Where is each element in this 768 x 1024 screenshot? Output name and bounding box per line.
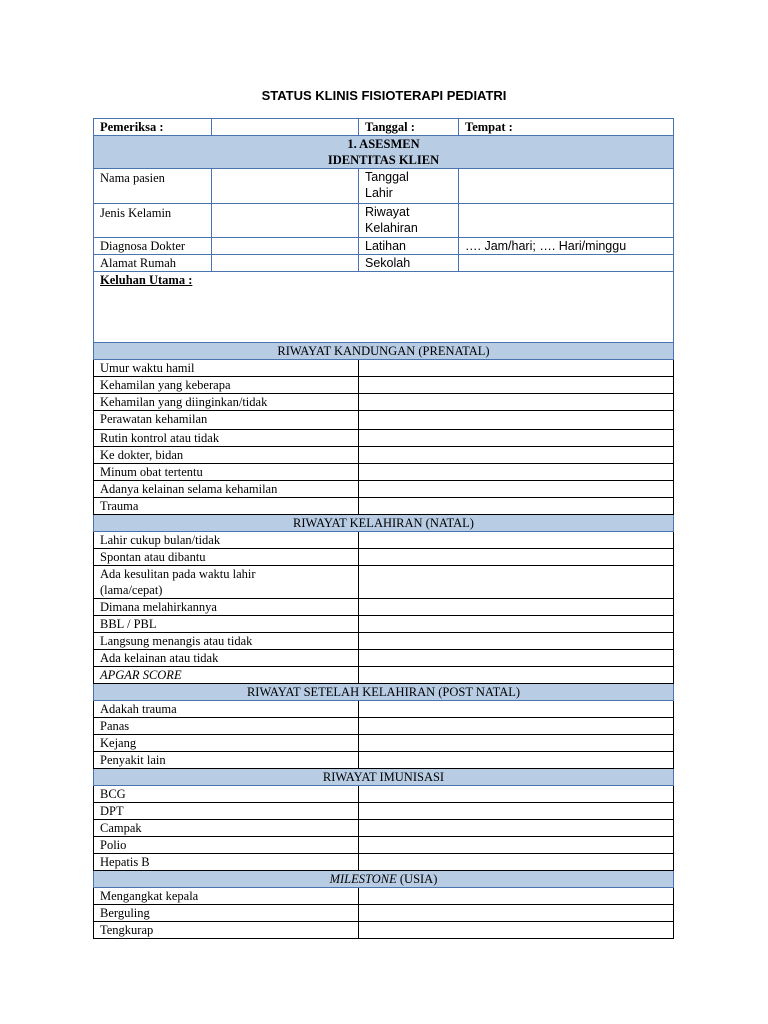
- table-row: [94, 667, 674, 684]
- table-row: [94, 532, 674, 549]
- natal-item-label: Ada kelainan atau tidak: [94, 650, 359, 667]
- postnatal-item-label: Adakah trauma: [94, 701, 359, 718]
- prenatal-item-value[interactable]: [359, 411, 674, 430]
- table-row: [94, 786, 674, 803]
- table-row: [94, 360, 674, 377]
- table-row: [94, 803, 674, 820]
- natal-item-label: Spontan atau dibantu: [94, 549, 359, 566]
- natal-item-label: Langsung menangis atau tidak: [94, 633, 359, 650]
- milestone-item-value[interactable]: [359, 922, 674, 939]
- table-row: [94, 377, 674, 394]
- table-row: [94, 650, 674, 667]
- natal-item-value[interactable]: [359, 650, 674, 667]
- imunisasi-item-value[interactable]: [359, 837, 674, 854]
- prenatal-section-title: RIWAYAT KANDUNGAN (PRENATAL): [94, 343, 674, 360]
- prenatal-item-label: Adanya kelainan selama kehamilan: [94, 481, 359, 498]
- asesmen-title: 1. ASESMEN: [347, 137, 420, 151]
- table-row: [94, 752, 674, 769]
- table-row: [94, 633, 674, 650]
- milestone-item-label: Mengangkat kepala: [94, 888, 359, 905]
- prenatal-item-value[interactable]: [359, 447, 674, 464]
- alamat-rumah-field[interactable]: [212, 255, 359, 272]
- postnatal-item-value[interactable]: [359, 752, 674, 769]
- imunisasi-section-title: RIWAYAT IMUNISASI: [94, 769, 674, 786]
- natal-section-title: RIWAYAT KELAHIRAN (NATAL): [94, 515, 674, 532]
- identity-row: [94, 255, 674, 272]
- prenatal-item-value[interactable]: [359, 430, 674, 447]
- milestone-item-label: Tengkurap: [94, 922, 359, 939]
- jenis-kelamin-label: Jenis Kelamin: [94, 204, 212, 238]
- riwayat-kelahiran-line1: Riwayat: [365, 205, 410, 219]
- prenatal-item-value[interactable]: [359, 377, 674, 394]
- examiner-row: [94, 119, 674, 136]
- prenatal-item-label: Kehamilan yang diinginkan/tidak: [94, 394, 359, 411]
- postnatal-item-label: Penyakit lain: [94, 752, 359, 769]
- identity-row: [94, 204, 674, 238]
- natal-item-label: APGAR SCORE: [94, 667, 359, 684]
- section-header-row: [94, 343, 674, 360]
- imunisasi-item-label: Polio: [94, 837, 359, 854]
- table-row: [94, 616, 674, 633]
- prenatal-item-label: Rutin kontrol atau tidak: [94, 430, 359, 447]
- tanggal-lahir-line1: Tanggal: [365, 170, 409, 184]
- natal-item-value[interactable]: [359, 532, 674, 549]
- keluhan-utama-field[interactable]: [94, 272, 674, 343]
- postnatal-item-value[interactable]: [359, 718, 674, 735]
- section-header-row: [94, 769, 674, 786]
- sekolah-field[interactable]: [459, 255, 674, 272]
- natal-item-value[interactable]: [359, 616, 674, 633]
- table-row: [94, 599, 674, 616]
- asesmen-header: [94, 136, 674, 169]
- asesmen-header-row: [94, 136, 674, 169]
- table-row: [94, 430, 674, 447]
- table-row: [94, 905, 674, 922]
- milestone-item-label: Berguling: [94, 905, 359, 922]
- table-row: [94, 735, 674, 752]
- natal-item-value[interactable]: [359, 667, 674, 684]
- tanggal-lahir-line2: Lahir: [365, 186, 393, 200]
- natal-item-value[interactable]: [359, 566, 674, 599]
- identity-row: [94, 169, 674, 204]
- diagnosa-dokter-field[interactable]: [212, 238, 359, 255]
- section-header-row: [94, 515, 674, 532]
- milestone-item-value[interactable]: [359, 888, 674, 905]
- imunisasi-item-value[interactable]: [359, 820, 674, 837]
- imunisasi-item-value[interactable]: [359, 803, 674, 820]
- table-row: [94, 854, 674, 871]
- prenatal-item-label: Perawatan kehamilan: [94, 411, 359, 430]
- riwayat-kelahiran-field[interactable]: [459, 204, 674, 238]
- prenatal-item-label: Ke dokter, bidan: [94, 447, 359, 464]
- natal-item-label: BBL / PBL: [94, 616, 359, 633]
- imunisasi-item-label: Campak: [94, 820, 359, 837]
- prenatal-item-value[interactable]: [359, 360, 674, 377]
- pemeriksa-label: Pemeriksa :: [94, 119, 212, 136]
- latihan-label: Latihan: [359, 238, 459, 255]
- natal-item-label: Lahir cukup bulan/tidak: [94, 532, 359, 549]
- imunisasi-item-value[interactable]: [359, 786, 674, 803]
- postnatal-item-value[interactable]: [359, 701, 674, 718]
- natal-item-label: [94, 566, 359, 599]
- nama-pasien-field[interactable]: [212, 169, 359, 204]
- jenis-kelamin-field[interactable]: [212, 204, 359, 238]
- tanggal-label: Tanggal :: [359, 119, 459, 136]
- prenatal-item-value[interactable]: [359, 498, 674, 515]
- tanggal-lahir-label: [359, 169, 459, 204]
- table-row: [94, 888, 674, 905]
- natal-item-value[interactable]: [359, 599, 674, 616]
- natal-item-value[interactable]: [359, 549, 674, 566]
- prenatal-item-label: Kehamilan yang keberapa: [94, 377, 359, 394]
- riwayat-kelahiran-label: [359, 204, 459, 238]
- natal-item-label-line2: (lama/cepat): [100, 583, 163, 597]
- clinical-status-form: [93, 118, 674, 939]
- prenatal-item-value[interactable]: [359, 464, 674, 481]
- table-row: [94, 498, 674, 515]
- diagnosa-dokter-label: Diagnosa Dokter: [94, 238, 212, 255]
- table-row: [94, 464, 674, 481]
- alamat-rumah-label: Alamat Rumah: [94, 255, 212, 272]
- natal-item-label: Dimana melahirkannya: [94, 599, 359, 616]
- table-row: [94, 481, 674, 498]
- identity-row: [94, 238, 674, 255]
- prenatal-item-label: Umur waktu hamil: [94, 360, 359, 377]
- table-row: [94, 837, 674, 854]
- table-row: [94, 566, 674, 599]
- keluhan-utama-row: [94, 272, 674, 343]
- prenatal-item-label: Minum obat tertentu: [94, 464, 359, 481]
- section-header-row: [94, 871, 674, 888]
- prenatal-item-value[interactable]: [359, 394, 674, 411]
- table-row: [94, 447, 674, 464]
- table-row: [94, 394, 674, 411]
- document-title: STATUS KLINIS FISIOTERAPI PEDIATRI: [261, 88, 507, 103]
- prenatal-item-label: Trauma: [94, 498, 359, 515]
- section-header-row: [94, 684, 674, 701]
- nama-pasien-label: Nama pasien: [94, 169, 212, 204]
- table-row: [94, 820, 674, 837]
- tempat-label: Tempat :: [459, 119, 674, 136]
- postnatal-section-title: RIWAYAT SETELAH KELAHIRAN (POST NATAL): [94, 684, 674, 701]
- postnatal-item-value[interactable]: [359, 735, 674, 752]
- natal-item-label-line1: Ada kesulitan pada waktu lahir: [100, 567, 256, 581]
- postnatal-item-label: Panas: [94, 718, 359, 735]
- table-row: [94, 922, 674, 939]
- tanggal-lahir-field[interactable]: [459, 169, 674, 204]
- table-row: [94, 549, 674, 566]
- riwayat-kelahiran-line2: Kelahiran: [365, 221, 418, 235]
- imunisasi-item-label: BCG: [94, 786, 359, 803]
- identitas-klien-title: IDENTITAS KLIEN: [327, 153, 440, 167]
- imunisasi-item-value[interactable]: [359, 854, 674, 871]
- pemeriksa-field[interactable]: [212, 119, 359, 136]
- table-row: [94, 411, 674, 430]
- natal-item-value[interactable]: [359, 633, 674, 650]
- imunisasi-item-label: DPT: [94, 803, 359, 820]
- milestone-section-title: [94, 871, 674, 888]
- postnatal-item-label: Kejang: [94, 735, 359, 752]
- milestone-title-rest: (USIA): [396, 872, 438, 886]
- milestone-item-value[interactable]: [359, 905, 674, 922]
- table-row: [94, 701, 674, 718]
- keluhan-utama-label: Keluhan Utama :: [100, 273, 193, 287]
- sekolah-label: Sekolah: [359, 255, 459, 272]
- imunisasi-item-label: Hepatis B: [94, 854, 359, 871]
- latihan-field[interactable]: …. Jam/hari; …. Hari/minggu: [459, 238, 674, 255]
- prenatal-item-value[interactable]: [359, 481, 674, 498]
- milestone-title-italic: MILESTONE: [329, 872, 397, 886]
- table-row: [94, 718, 674, 735]
